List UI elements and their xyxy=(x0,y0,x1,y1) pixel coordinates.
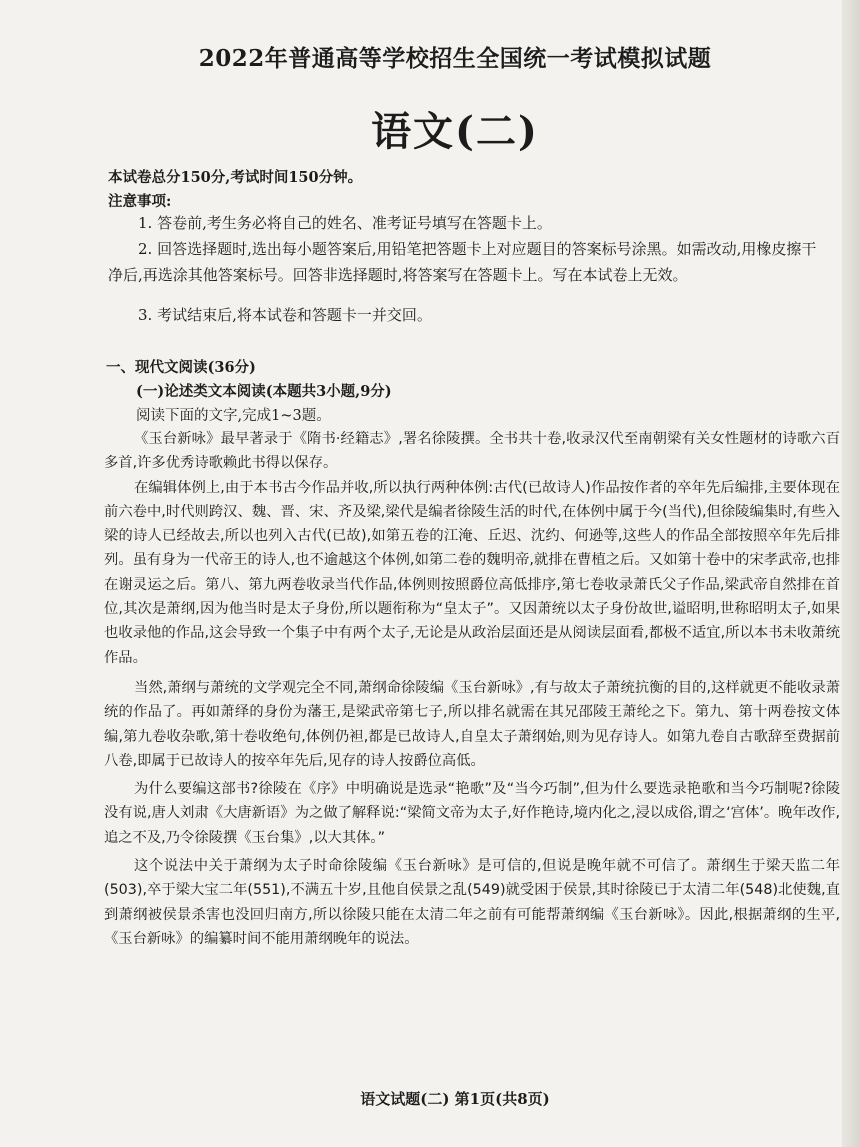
passage-paragraph: 在编辑体例上,由于本书古今作品并收,所以执行两种体例:古代(已故诗人)作品按作者的卒年先后编排,主要体现在前六卷中,时代则跨汉、魏、晋、宋、齐及梁,梁代是编者徐陵生活的时代,在体例中属于今(当代),但徐陵编集时,有些入梁的诗人已经故去,所以也列入古代(已故),如第五卷的江淹、丘迟、沈约、何逊等,这些人的作品全部按照卒年先后排列。虽有身为一代帝王的诗人,也不逾越这个体例,如第二卷的魏明帝,就排在曹植之后。又如第十卷中的宋孝武帝,也排在谢灵运之后。第八、第九两卷收录当代作品,体例则按照爵位高低排序,第七卷收录萧氏父子作品,梁武帝自然排在首位,其次是萧纲,因为他当时是太子身份,所以题衔称为“皇太子”。又因萧统以太子身份故世,谥昭明,世称昭明太子,如果也收录他的作品,这会导致一个集子中有两个太子,无论是从政治层面还是从阅读层面看,都极不适宜,所以本书未收萧统作品。 xyxy=(104,479,840,666)
exam-title: 2022年普通高等学校招生全国统一考试模拟试题 xyxy=(198,45,712,72)
notice-heading: 注意事项: xyxy=(108,193,172,210)
passage-paragraph: 当然,萧纲与萧统的文学观完全不同,萧纲命徐陵编《玉台新咏》,有与故太子萧统抗衡的目的,这样就更不能收录萧统的作品了。再如萧绎的身份为藩王,是梁武帝第七子,所以排名就需在其兄邵陵王萧纶之下。第九、第十两卷按文体编,第九卷收杂歌,第十卷收绝句,体例仍袒,都是已故诗人,自皇太子萧纲始,则为见存诗人。如第九卷自古歌辞至费据前八卷,即属于已故诗人的按卒年先后,见存的诗人按爵位高低。 xyxy=(104,679,840,769)
passage-paragraph: 《玉台新咏》最早著录于《隋书·经籍志》,署名徐陵撰。全书共十卷,收录汉代至南朝梁有关女性题材的诗歌六百多首,许多优秀诗歌赖此书得以保存。 xyxy=(104,431,840,472)
subject-title: 语文(二) xyxy=(371,108,539,155)
reading-passage xyxy=(104,427,840,951)
exam-info: 本试卷总分150分,考试时间150分钟。 xyxy=(108,169,363,186)
reading-instruction: 阅读下面的文字,完成1~3题。 xyxy=(136,408,331,424)
page-edge xyxy=(842,0,860,1147)
exam-page xyxy=(70,0,840,1147)
passage-paragraph: 为什么要编这部书?徐陵在《序》中明确说是选录“艳歌”及“当今巧制”,但为什么要选录艳歌和当今巧制呢?徐陵没有说,唐人刘肃《大唐新语》为之做了解释说:“梁简文帝为太子,好作艳诗,境内化之,浸以成俗,谓之‘宫体’。晚年改作,追之不及,乃令徐陵撰《玉台集》,以大其体。” xyxy=(104,781,840,846)
section-heading: 一、现代文阅读(36分) xyxy=(106,359,256,376)
page-footer: 语文试题(二) 第1页(共8页) xyxy=(360,1090,550,1108)
passage-paragraph: 这个说法中关于萧纲为太子时命徐陵编《玉台新咏》是可信的,但说是晚年就不可信了。萧纲生于梁天监二年(503),卒于梁大宝二年(551),不满五十岁,且他自侯景之乱(549)就受困于侯景,其时徐陵已于太清二年(548)北使魏,直到萧纲被侯景杀害也没回归南方,所以徐陵只能在太清二年之前有可能帮萧纲编《玉台新咏》。因此,根据萧纲的生平,《玉台新咏》的编纂时间不能用萧纲晚年的说法。 xyxy=(104,858,840,947)
notice-item: 2. 回答选择题时,选出每小题答案后,用铅笔把答题卡上对应题目的答案标号涂黑。如需改动,用橡皮擦干净后,再选涂其他答案标号。回答非选择题时,将答案写在答题卡上。写在本试卷上无效。 xyxy=(108,240,817,284)
notice-item: 1. 答卷前,考生务必将自己的姓名、准考证号填写在答题卡上。 xyxy=(138,214,552,232)
subsection-heading: (一)论述类文本阅读(本题共3小题,9分) xyxy=(136,383,392,400)
notice-item: 3. 考试结束后,将本试卷和答题卡一并交回。 xyxy=(138,306,432,324)
